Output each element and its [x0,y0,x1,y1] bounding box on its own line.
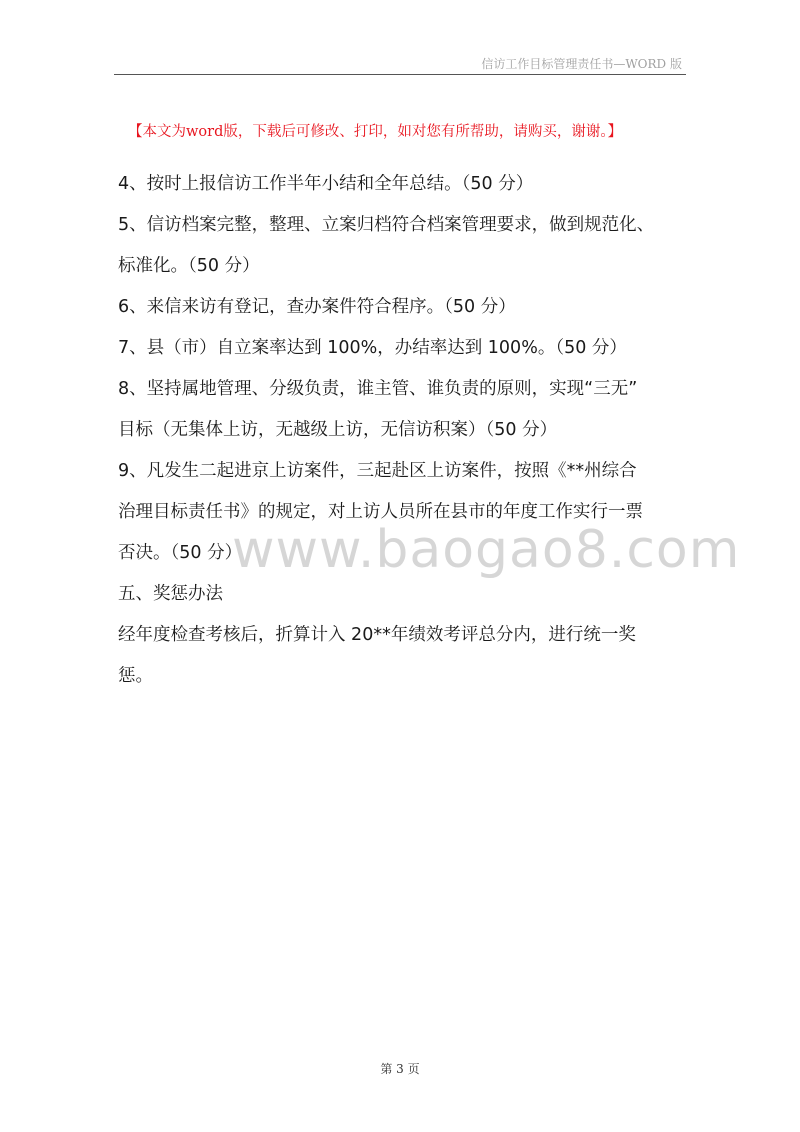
text-line: 7、县（市）自立案率达到 100%，办结率达到 100%。（50 分） [118,338,627,358]
text-line: 6、来信来访有登记，查办案件符合程序。（50 分） [118,297,516,317]
text-line: 4、按时上报信访工作半年小结和全年总结。（50 分） [118,174,534,194]
section-heading: 五、奖惩办法 [118,584,223,604]
text-line: 治理目标责任书》的规定，对上访人员所在县市的年度工作实行一票 [118,502,643,522]
text-line: 5、信访档案完整，整理、立案归档符合档案管理要求，做到规范化、 [118,215,655,235]
header-divider [114,74,686,75]
document-body [118,164,688,697]
watermark: www.baogao8.com [232,520,741,580]
text-line: 否决。（50 分） [118,543,243,563]
text-line: 经年度检查考核后，折算计入 20**年绩效考评总分内，进行统一奖 [118,625,636,645]
page-number: 第 3 页 [380,1062,420,1076]
purchase-notice: 【本文为word版，下载后可修改、打印，如对您有所帮助，请购买，谢谢。】 [128,124,623,140]
text-line: 9、凡发生二起进京上访案件，三起赴区上访案件，按照《**州综合 [118,461,637,481]
text-line: 惩。 [118,666,153,686]
text-line: 8、坚持属地管理、分级负责，谁主管、谁负责的原则，实现“三无” [118,379,638,399]
header-title: 信访工作目标管理责任书—WORD 版 [481,57,682,71]
text-line: 目标（无集体上访，无越级上访，无信访积案）（50 分） [118,420,558,440]
text-line: 标准化。（50 分） [118,256,260,276]
